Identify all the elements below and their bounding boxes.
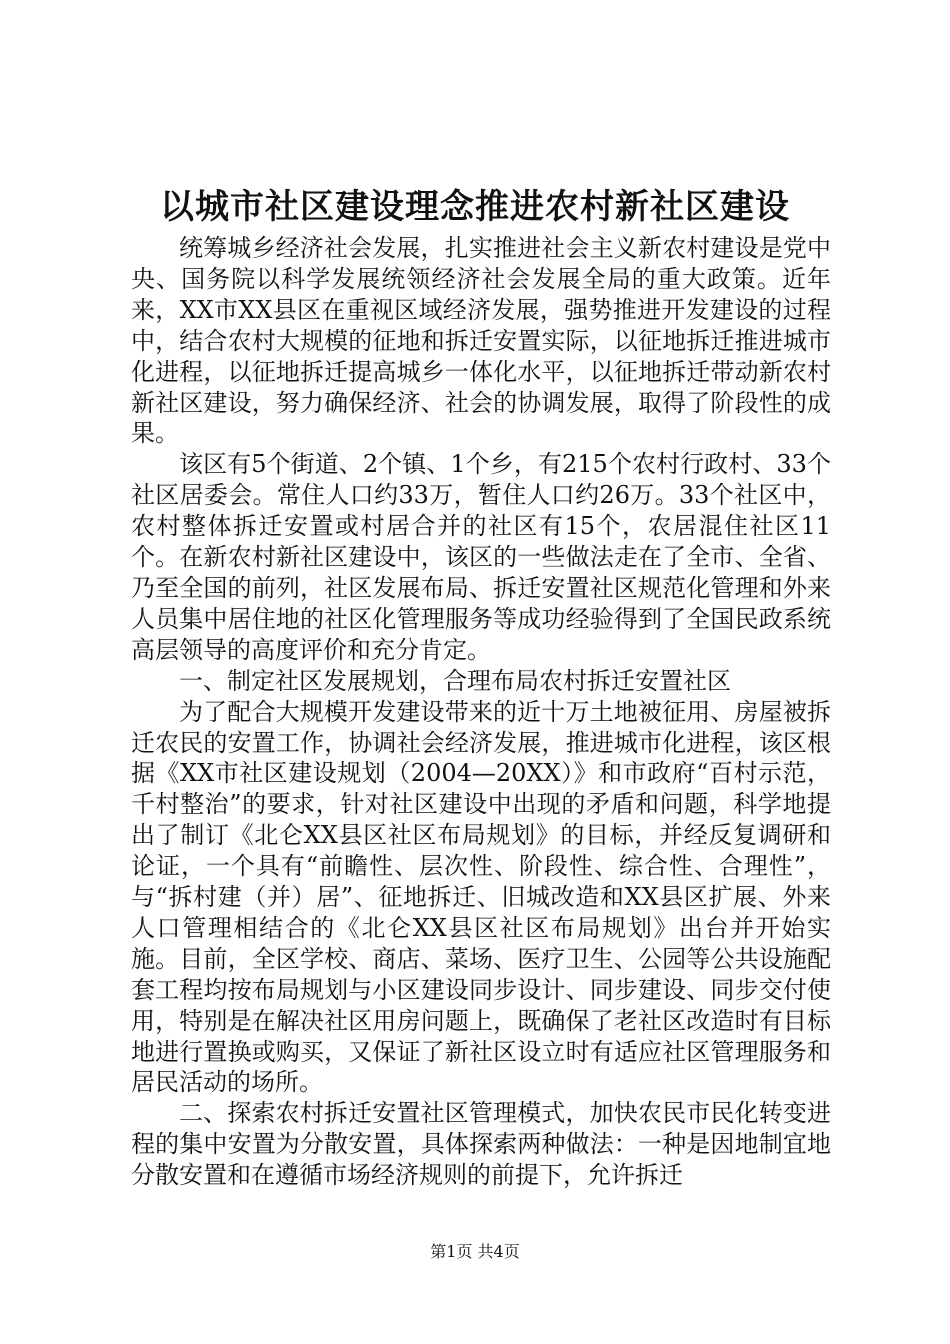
paragraph: 为了配合大规模开发建设带来的近十万土地被征用、房屋被拆迁农民的安置工作，协调社会经济发展，推进城市化进程，该区根据《XX市社区建设规划（2004—20XX）》和市政府“百村示范，千村整治”的要求，针对社区建设中出现的矛盾和问题，科学地提出了制订《北仑XX县区社区布局规划》的目标，并经反复调研和论证，一个具有“前瞻性、层次性、阶段性、综合性、合理性”，与“拆村建（并）居”、征地拆迁、旧城改造和XX县区扩展、外来人口管理相结合的《北仑XX县区社区布局规划》出台并开始实施。目前，全区学校、商店、菜场、医疗卫生、公园等公共设施配套工程均按布局规划与小区建设同步设计、同步建设、同步交付使用，特别是在解决社区用房问题上，既确保了老社区改造时有目标地进行置换或购买，又保证了新社区设立时有适应社区管理服务和居民活动的场所。 — [131, 697, 831, 1097]
section-heading: 一、制定社区发展规划，合理布局农村拆迁安置社区 — [179, 666, 731, 695]
paragraph: 该区有5个街道、2个镇、1个乡，有215个农村行政村、33个社区居委会。常住人口约33万，暂住人口约26万。33个社区中，农村整体拆迁安置或村居合并的社区有15个，农居混住社区11个。在新农村新社区建设中，该区的一些做法走在了全市、全省、乃至全国的前列，社区发展布局、拆迁安置社区规范化管理和外来人员集中居住地的社区化管理服务等成功经验得到了全国民政系统高层领导的高度评价和充分肯定。 — [131, 450, 831, 664]
paragraph: 统筹城乡经济社会发展，扎实推进社会主义新农村建设是党中央、国务院以科学发展统领经济社会发展全局的重大政策。近年来，XX市XX县区在重视区域经济发展，强势推进开发建设的过程中，结合农村大规模的征地和拆迁安置实际，以征地拆迁推进城市化进程，以征地拆迁提高城乡一体化水平，以征地拆迁带动新农村新社区建设，努力确保经济、社会的协调发展，取得了阶段性的成果。 — [131, 234, 831, 448]
document-title: 以城市社区建设理念推进农村新社区建设 — [160, 187, 790, 227]
document-body — [131, 233, 831, 1191]
page-number-footer: 第1页 共4页 — [430, 1242, 520, 1261]
section-heading: 二、探索农村拆迁安置社区管理模式，加快农民市民化转变进程的集中安置为分散安置，具体探索两种做法：一种是因地制宜地分散安置和在遵循市场经济规则的前提下，允许拆迁 — [131, 1099, 831, 1190]
